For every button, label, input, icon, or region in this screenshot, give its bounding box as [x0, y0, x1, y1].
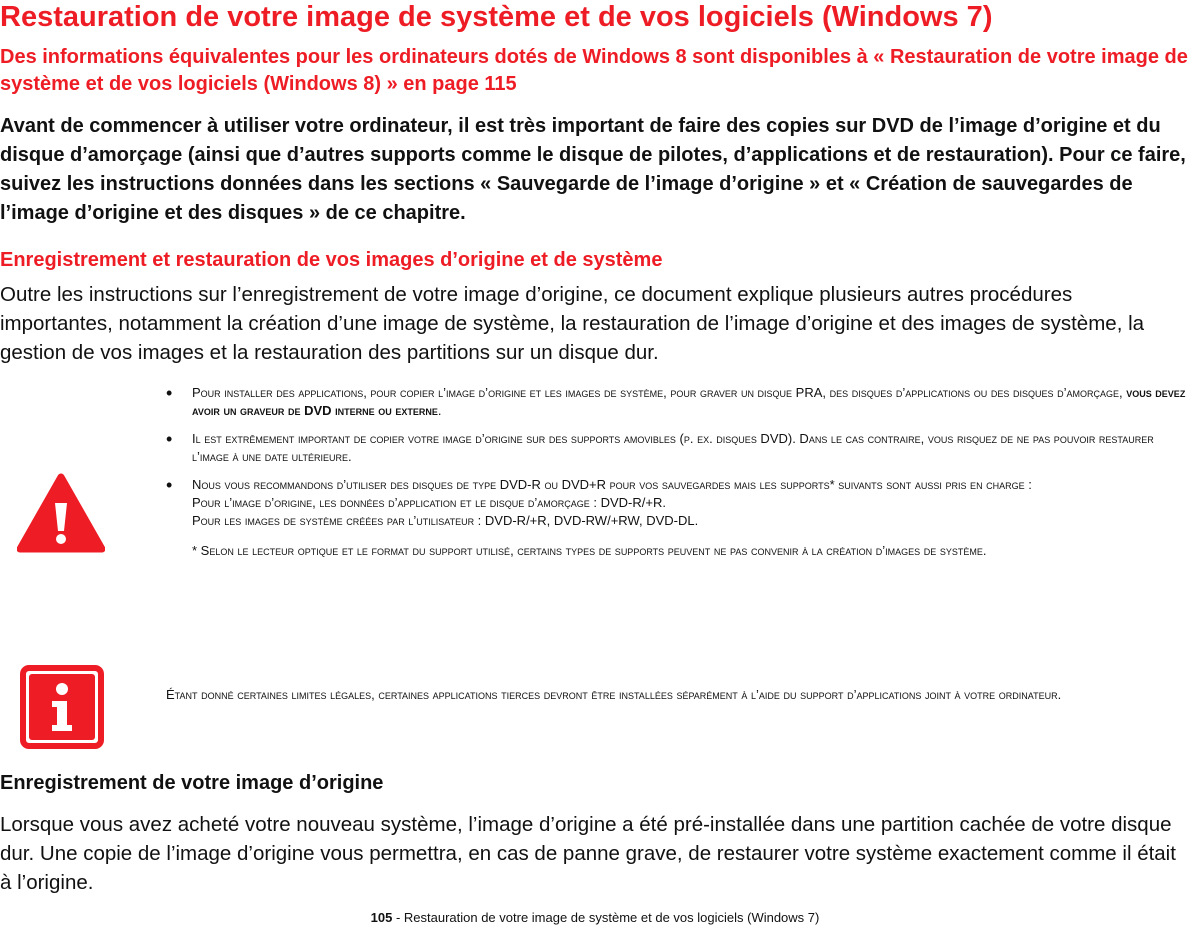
page-number: 105: [370, 910, 393, 925]
warning-icon: [17, 473, 105, 553]
bullet-glyph: •: [166, 475, 173, 495]
section-heading-images: Enregistrement et restauration de vos images d’origine et de système: [0, 249, 663, 271]
footnote: * Selon le lecteur optique et le format du support utilisé, certains types de supports peuvent ne pas convenir à la création d’images de système.: [192, 543, 987, 558]
info-note: Étant donné certaines limites légales, certaines applications tierces devront être installées séparément à l’aide du support d’applications joint à votre ordinateur.: [166, 687, 1062, 702]
page-footer: [0, 909, 1190, 927]
bullet-glyph: •: [166, 429, 173, 449]
page-title: Restauration de votre image de système et de vos logiciels (Windows 7): [0, 1, 993, 33]
warning-notes: [166, 384, 1190, 560]
section-paragraph-original-image: Lorsque vous avez acheté votre nouveau système, l’image d’origine a été pré-installée dans une partition cachée de votre disque dur. Une copie de l’image d’origine vous permettra, en cas de panne grave, de restaurer votre système exactement comme il était à l’origine.: [0, 813, 1176, 894]
note-item: • Il est extrêmement important de copier votre image d’origine sur des supports amovibles (p. ex. disques DVD). Dans le cas contraire, vous risquez de ne pas pouvoir restaurer l’image à une date ultérieure.: [166, 429, 1154, 464]
bullet-glyph: •: [166, 383, 173, 403]
intro-paragraph: Avant de commencer à utiliser votre ordinateur, il est très important de faire des copies sur DVD de l’image d’origine et du disque d’amorçage (ainsi que d’autres supports comme le disque de pilotes, d’applications et de restauration). Pour ce faire, suivez les instructions données dans les sections « Sauvegarde de l’image d’origine » et « Création de sauvegardes de l’image d’origine et des disques » de ce chapitre.: [0, 115, 1186, 224]
note-item: • Pour installer des applications, pour copier l’image d’origine et les images de système, pour graver un disque PRA, des disques d’applications ou des disques d’amorçage, vous devez avoir un graveur de DVD interne ou externe.: [166, 383, 1186, 418]
info-icon: [20, 665, 104, 749]
note-item: • Nous vous recommandons d’utiliser des disques de type DVD-R ou DVD+R pour vos sauvegardes mais les supports* suivants sont aussi pris en charge : Pour l’image d’origine, les données d’application et le disque d’amorçage : DVD-R/+R. Pour les images de système créées par l’utilisateur : DVD-R/+R, DVD-RW/+RW, DVD-DL.: [166, 475, 1032, 528]
cross-reference-subtitle: Des informations équivalentes pour les ordinateurs dotés de Windows 8 sont disponibles à « Restauration de votre image de système et de vos logiciels (Windows 8) » en page 115: [0, 46, 1188, 95]
section-heading-original-image: Enregistrement de votre image d’origine: [0, 772, 384, 794]
footer-text: - Restauration de votre image de système et de vos logiciels (Windows 7): [392, 910, 820, 925]
section-paragraph-images: Outre les instructions sur l’enregistrement de votre image d’origine, ce document explique plusieurs autres procédures importantes, notamment la création d’une image de système, la restauration de l’image d’origine et des images de système, la gestion de vos images et la restauration des partitions sur un disque dur.: [0, 283, 1145, 364]
